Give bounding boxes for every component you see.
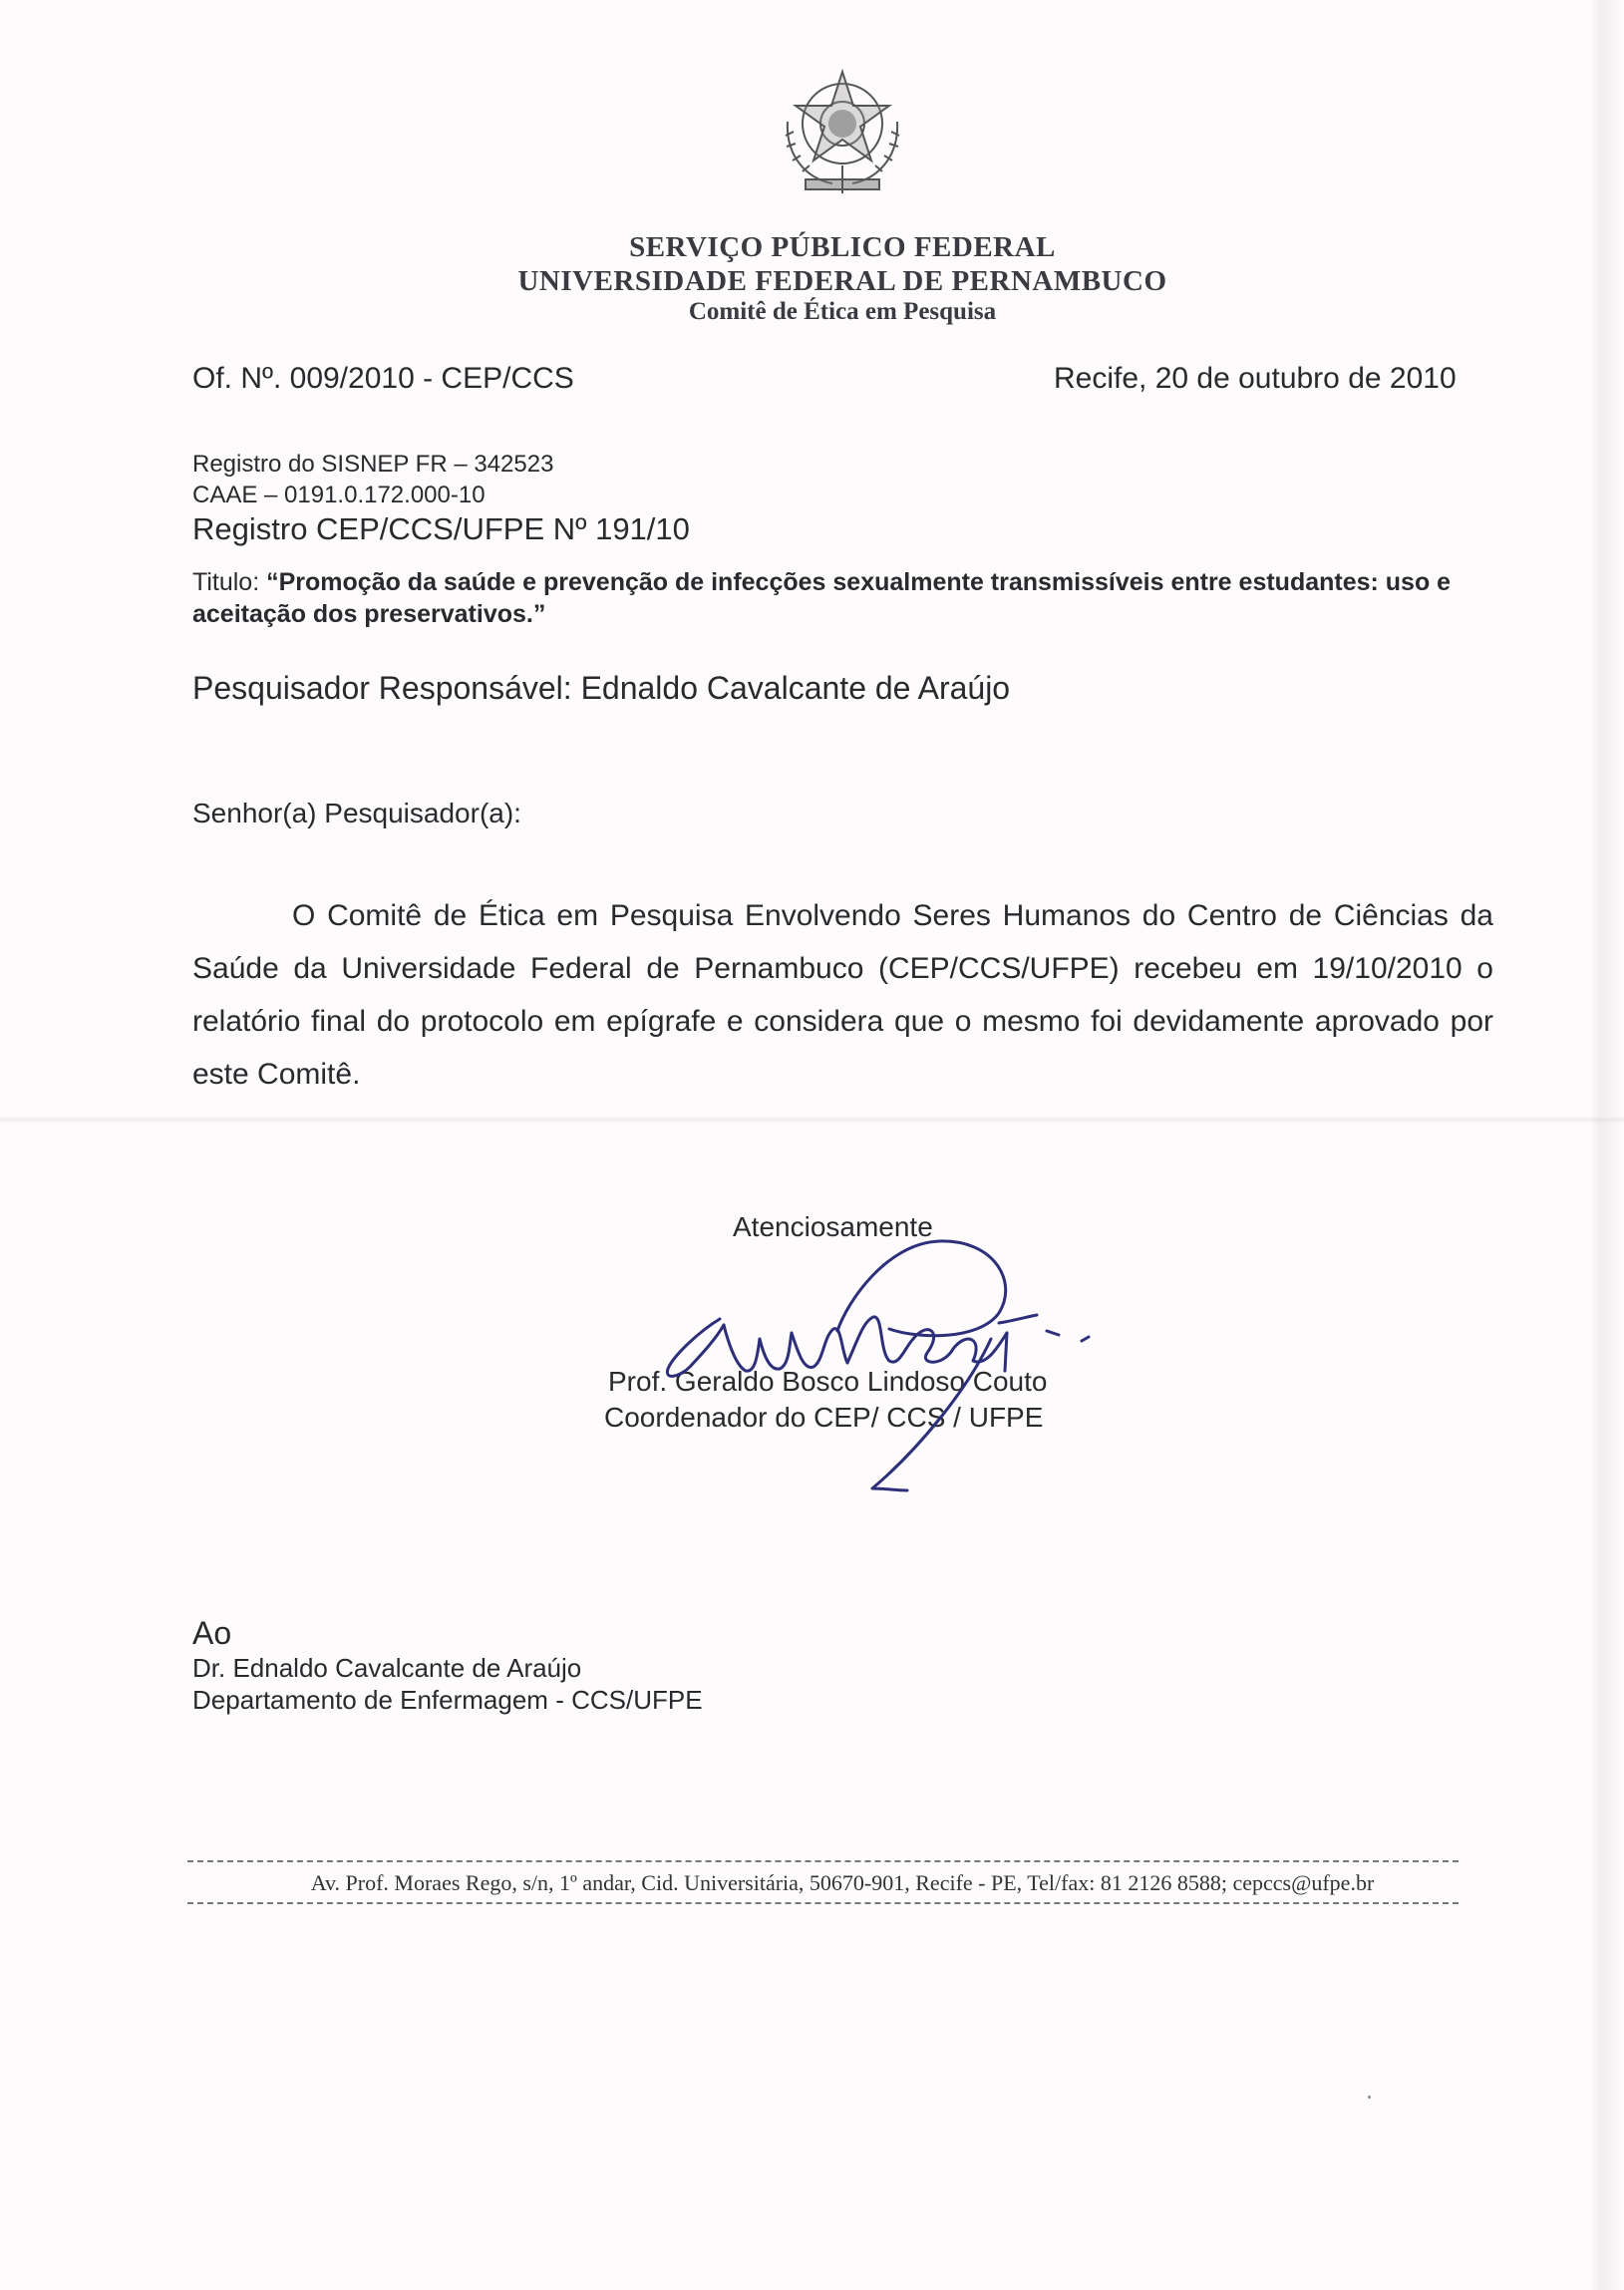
- coat-of-arms-icon: [768, 62, 917, 206]
- responsible-researcher: Pesquisador Responsável: Ednaldo Cavalcante de Araújo: [192, 670, 1011, 706]
- recipient-to: Ao: [192, 1615, 232, 1651]
- footer-address: Av. Prof. Moraes Rego, s/n, 1º andar, Cid. Universitária, 50670-901, Recife - PE, Tel/fax: 81 2126 8588; cepccs@ufpe.br: [310, 1870, 1375, 1895]
- header-university: UNIVERSIDADE FEDERAL DE PERNAMBUCO: [517, 265, 1167, 297]
- recipient-name: Dr. Ednaldo Cavalcante de Araújo: [192, 1653, 582, 1683]
- title-label: Titulo:: [192, 568, 267, 596]
- cep-registration: Registro CEP/CCS/UFPE Nº 191/10: [192, 511, 690, 546]
- recipient-department: Departamento de Enfermagem - CCS/UFPE: [192, 1685, 703, 1715]
- header-committee: Comitê de Ética em Pesquisa: [688, 298, 997, 325]
- caae-number: CAAE – 0191.0.172.000-10: [192, 482, 486, 508]
- header-service: SERVIÇO PÚBLICO FEDERAL: [629, 231, 1056, 263]
- paper-speck: [1368, 2096, 1371, 2099]
- footer-divider-bottom: [187, 1902, 1459, 1904]
- handwritten-signature: [628, 1221, 1146, 1520]
- title-text: “Promoção da saúde e prevenção de infecções sexualmente transmissíveis entre estudantes: uso e aceitação dos preservativos.”: [192, 568, 1452, 628]
- footer-divider-top: [187, 1860, 1459, 1862]
- salutation: Senhor(a) Pesquisador(a):: [192, 798, 521, 828]
- project-title: [192, 566, 1488, 630]
- signer-role: Coordenador do CEP/ CCS / UFPE: [604, 1402, 1044, 1433]
- closing: Atenciosamente: [733, 1211, 933, 1242]
- signer-name: Prof. Geraldo Bosco Lindoso Couto: [608, 1366, 1048, 1397]
- date-line: Recife, 20 de outubro de 2010: [1054, 362, 1457, 395]
- body-paragraph: O Comitê de Ética em Pesquisa Envolvendo Seres Humanos do Centro de Ciências da Saúde da Universidade Federal de Pernambuco (CEP/CCS/UFPE) recebeu em 19/10/2010 o relatório final do protocolo em epígrafe e considera que o mesmo foi devidamente aprovado por este Comitê.: [192, 899, 1493, 1091]
- office-number: Of. Nº. 009/2010 - CEP/CCS: [192, 362, 574, 395]
- sisnep-registration: Registro do SISNEP FR – 342523: [192, 451, 554, 478]
